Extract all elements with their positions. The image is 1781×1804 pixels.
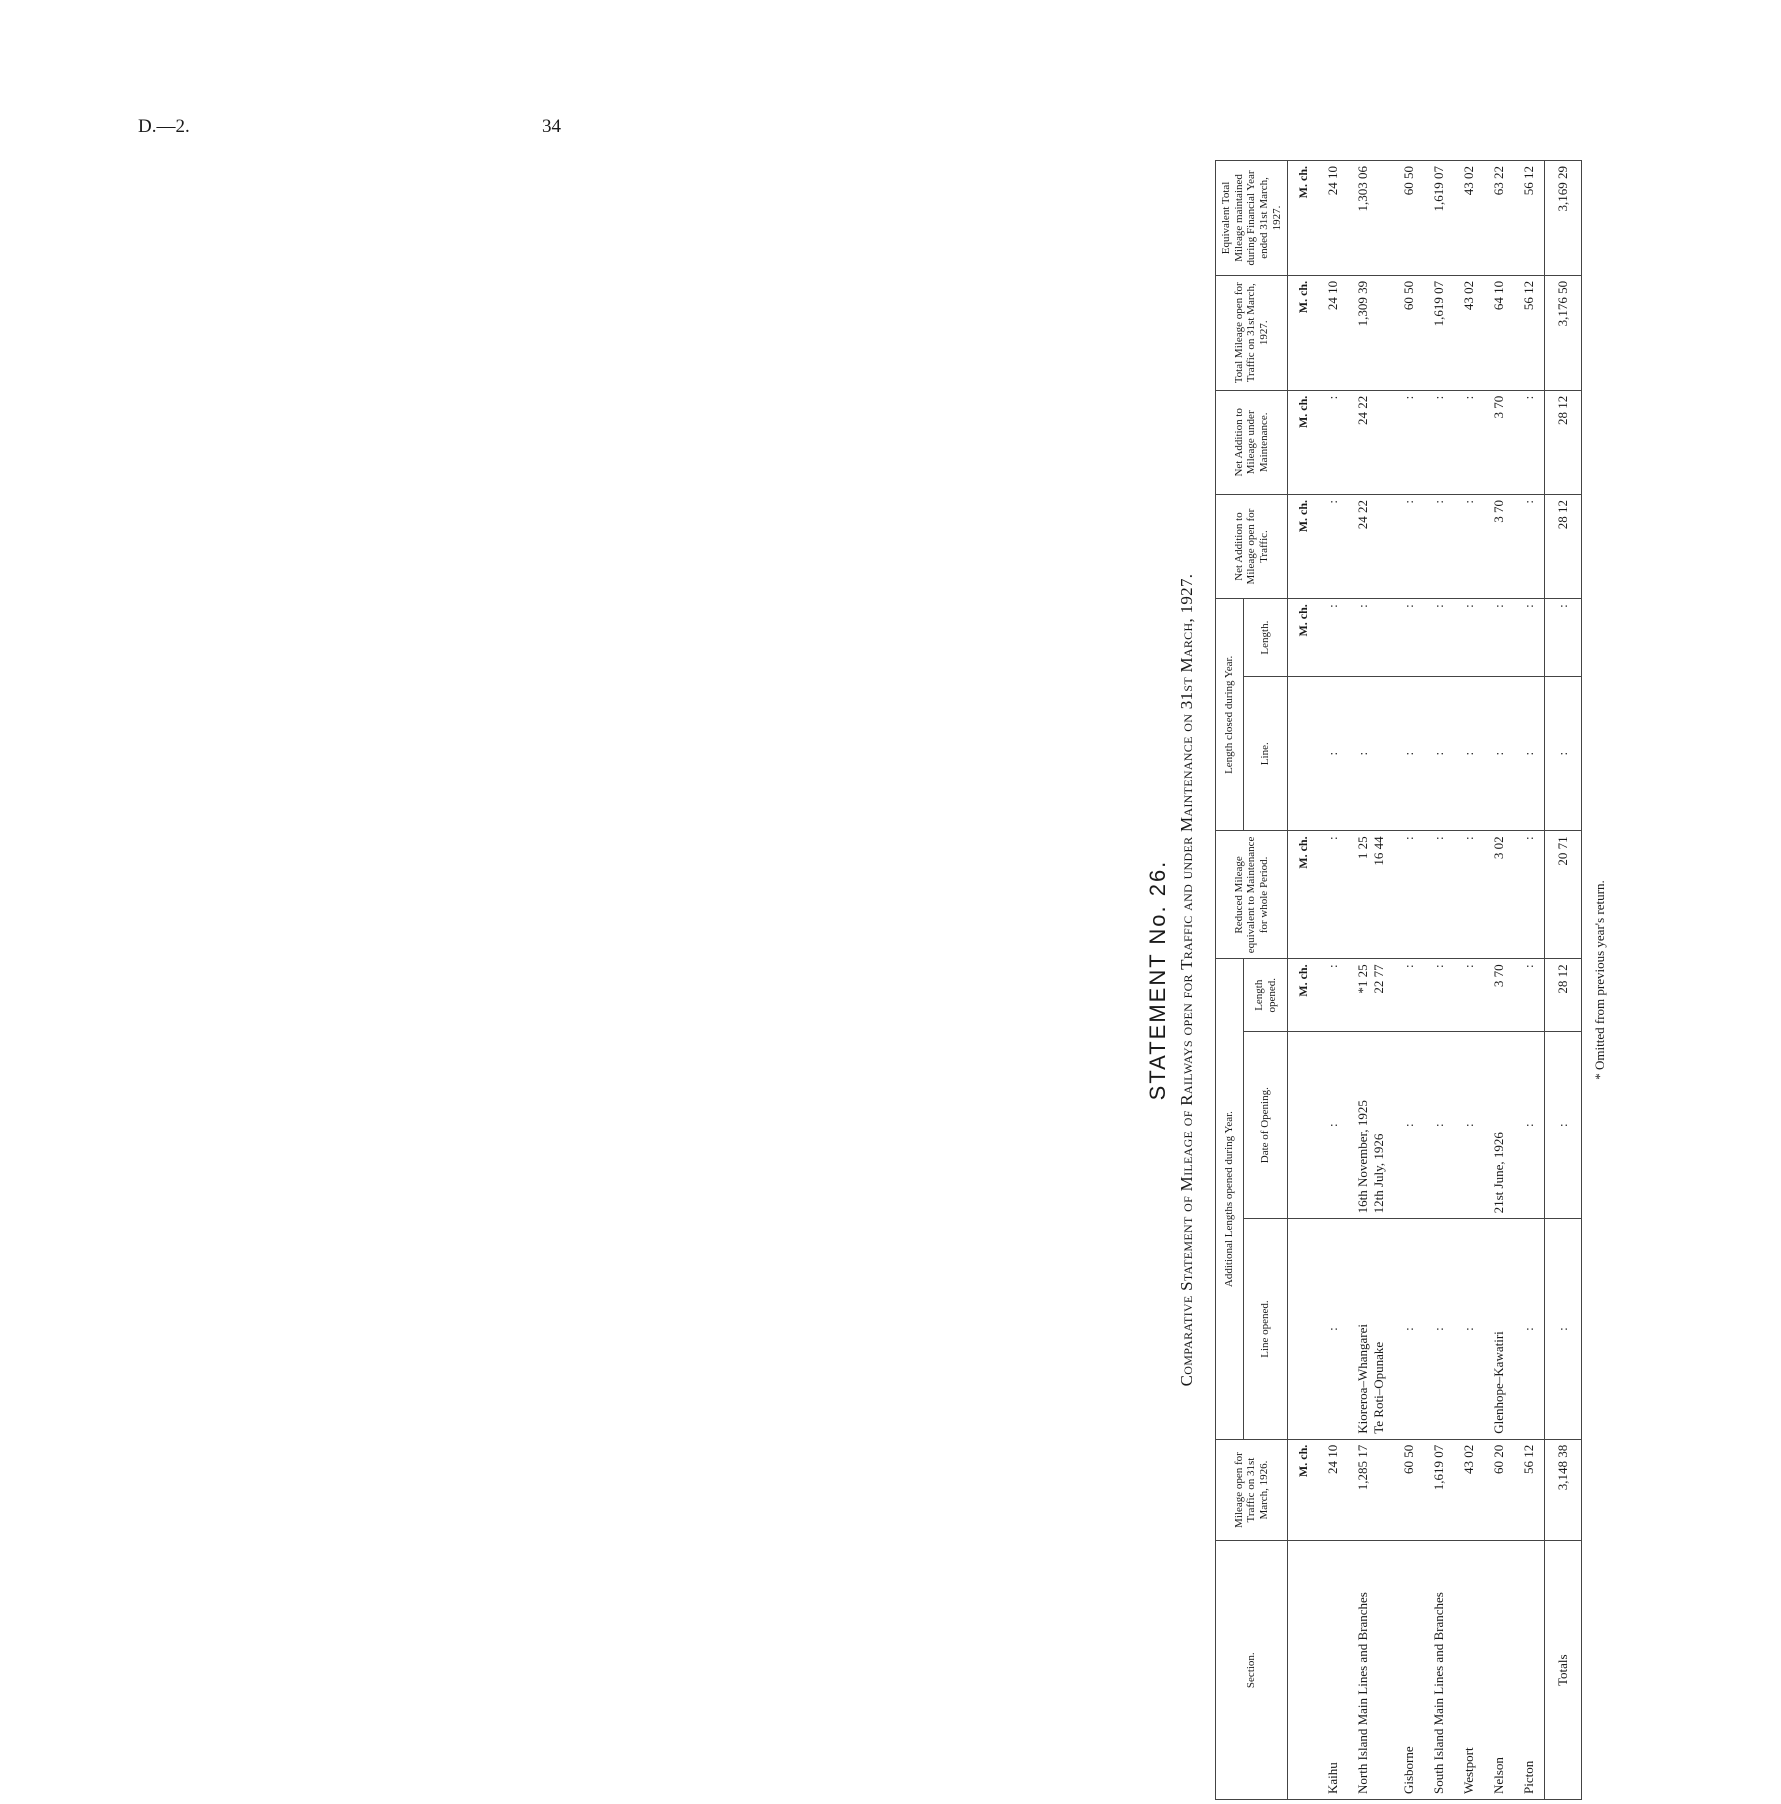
header-total-open: Total Mileage open for Traffic on 31st March, 1927. — [1216, 275, 1288, 390]
row-closed-length: : — [1454, 599, 1484, 677]
row-section: Picton — [1514, 1541, 1545, 1800]
row-length: : — [1514, 959, 1545, 1032]
row-line-opened: : — [1394, 1219, 1424, 1439]
line-opened-2: Te Roti–Opunake — [1371, 1341, 1387, 1434]
row-reduced: 3 02 — [1484, 831, 1514, 959]
row-date — [1348, 1032, 1394, 1219]
row-line-opened: : — [1424, 1219, 1454, 1439]
row-net-maintenance: : — [1424, 390, 1454, 494]
row-section: Gisborne — [1394, 1541, 1424, 1800]
row-net-traffic: : — [1454, 494, 1484, 598]
row-line-opened: : — [1454, 1219, 1484, 1439]
row-reduced: : — [1394, 831, 1424, 959]
row-total-1927: 43 02 — [1454, 275, 1484, 390]
row-closed-line: : — [1348, 677, 1394, 831]
footnote: * Omitted from previous year's return. — [1592, 880, 1608, 1080]
totals-closed-line: : — [1545, 677, 1582, 831]
header-section: Section. — [1216, 1541, 1288, 1800]
page-number: 34 — [542, 116, 561, 137]
totals-mileage-1926: 3,148 38 — [1545, 1439, 1582, 1541]
row-line-opened — [1348, 1219, 1394, 1439]
row-length: : — [1424, 959, 1454, 1032]
row-equivalent: 43 02 — [1454, 161, 1484, 276]
header-net-traffic: Net Addition to Mileage open for Traffic. — [1216, 494, 1288, 598]
row-total-1927: 56 12 — [1514, 275, 1545, 390]
row-length: : — [1454, 959, 1484, 1032]
reduced-2: 16 44 — [1371, 836, 1387, 866]
line-opened-1: Kioreroa–Whangarei — [1355, 1324, 1371, 1434]
row-closed-line: : — [1424, 677, 1454, 831]
totals-label: Totals — [1545, 1541, 1582, 1800]
row-line-opened: Glenhope–Kawatiri — [1484, 1219, 1514, 1439]
totals-total-1927: 3,176 50 — [1545, 275, 1582, 390]
table-row — [1484, 161, 1514, 1800]
row-closed-line: : — [1454, 677, 1484, 831]
header-date-opening: Date of Opening. — [1243, 1032, 1287, 1219]
row-mileage-1926: 60 20 — [1484, 1439, 1514, 1541]
row-net-traffic: : — [1394, 494, 1424, 598]
header-reduced-mileage: Reduced Mileage equivalent to Maintenance for whole Period. — [1216, 831, 1288, 959]
row-total-1927: 60 50 — [1394, 275, 1424, 390]
row-closed-length: : — [1318, 599, 1348, 677]
row-net-maintenance: : — [1514, 390, 1545, 494]
row-section: Nelson — [1484, 1541, 1514, 1800]
totals-row — [1545, 161, 1582, 1800]
unit-label: M. ch. — [1288, 1439, 1319, 1541]
header-length-opened: Length opened. — [1243, 959, 1287, 1032]
header-equivalent: Equivalent Total Mileage maintained during Financial Year ended 31st March, 1927. — [1216, 161, 1288, 276]
row-equivalent: 1,619 07 — [1424, 161, 1454, 276]
row-section: Kaihu — [1318, 1541, 1348, 1800]
header-closed-line: Line. — [1243, 677, 1287, 831]
row-line-opened: : — [1318, 1219, 1348, 1439]
table-row — [1348, 161, 1394, 1800]
row-date: : — [1514, 1032, 1545, 1219]
row-section: Westport — [1454, 1541, 1484, 1800]
table-row — [1454, 161, 1484, 1800]
row-reduced: : — [1514, 831, 1545, 959]
row-net-maintenance: 3 70 — [1484, 390, 1514, 494]
row-net-traffic: : — [1318, 494, 1348, 598]
statement-title: STATEMENT No. 26. — [1145, 859, 1170, 1101]
row-closed-length: : — [1514, 599, 1545, 677]
row-reduced: : — [1318, 831, 1348, 959]
row-total-1927: 24 10 — [1318, 275, 1348, 390]
row-mileage-1926: 24 10 — [1318, 1439, 1348, 1541]
table-row — [1514, 161, 1545, 1800]
row-total-1927: 64 10 — [1484, 275, 1514, 390]
row-date: : — [1318, 1032, 1348, 1219]
length-1: *1 25 — [1355, 964, 1371, 994]
row-date: : — [1394, 1032, 1424, 1219]
row-mileage-1926: 60 50 — [1394, 1439, 1424, 1541]
row-closed-length: : — [1484, 599, 1514, 677]
totals-line-opened: : — [1545, 1219, 1582, 1439]
header-line-opened: Line opened. — [1243, 1219, 1287, 1439]
row-equivalent: 63 22 — [1484, 161, 1514, 276]
row-date: : — [1454, 1032, 1484, 1219]
row-net-traffic: 3 70 — [1484, 494, 1514, 598]
row-closed-line: : — [1484, 677, 1514, 831]
header-net-maintenance: Net Addition to Mileage under Maintenance. — [1216, 390, 1288, 494]
row-reduced — [1348, 831, 1394, 959]
totals-net-traffic: 28 12 — [1545, 494, 1582, 598]
row-mileage-1926: 43 02 — [1454, 1439, 1484, 1541]
totals-equivalent: 3,169 29 — [1545, 161, 1582, 276]
totals-date: : — [1545, 1032, 1582, 1219]
row-equivalent: 56 12 — [1514, 161, 1545, 276]
row-reduced: : — [1454, 831, 1484, 959]
length-2: 22 77 — [1371, 964, 1387, 994]
totals-length: 28 12 — [1545, 959, 1582, 1032]
row-closed-line: : — [1394, 677, 1424, 831]
statement-subtitle: Comparative Statement of Mileage of Railways open for Traffic and under Maintenance on 31st March, 1927. — [1177, 573, 1196, 1387]
row-net-maintenance: : — [1318, 390, 1348, 494]
table-row — [1318, 161, 1348, 1800]
row-length: : — [1394, 959, 1424, 1032]
row-equivalent: 24 10 — [1318, 161, 1348, 276]
row-closed-line: : — [1514, 677, 1545, 831]
header-additional-group: Additional Lengths opened during Year. — [1216, 959, 1244, 1439]
table-row — [1394, 161, 1424, 1800]
row-closed-length: : — [1394, 599, 1424, 677]
date-1: 16th November, 1925 — [1355, 1100, 1371, 1214]
row-line-opened: : — [1514, 1219, 1545, 1439]
row-total-1927: 1,619 07 — [1424, 275, 1454, 390]
row-reduced: : — [1424, 831, 1454, 959]
header-closed-group: Length closed during Year. — [1216, 599, 1244, 831]
unit-label: M. ch. — [1288, 161, 1319, 276]
unit-label: M. ch. — [1288, 390, 1319, 494]
row-closed-length: : — [1424, 599, 1454, 677]
row-date: 21st June, 1926 — [1484, 1032, 1514, 1219]
row-length — [1348, 959, 1394, 1032]
table-row — [1424, 161, 1454, 1800]
unit-label: M. ch. — [1288, 599, 1319, 677]
row-date: : — [1424, 1032, 1454, 1219]
unit-label: M. ch. — [1288, 275, 1319, 390]
row-closed-line: : — [1318, 677, 1348, 831]
totals-closed-length: : — [1545, 599, 1582, 677]
header-closed-length: Length. — [1243, 599, 1287, 677]
totals-reduced: 20 71 — [1545, 831, 1582, 959]
row-net-traffic: : — [1514, 494, 1545, 598]
row-equivalent: 1,303 06 — [1348, 161, 1394, 276]
row-section: South Island Main Lines and Branches — [1424, 1541, 1454, 1800]
row-mileage-1926: 1,619 07 — [1424, 1439, 1454, 1541]
row-section: North Island Main Lines and Branches — [1348, 1541, 1394, 1800]
totals-net-maintenance: 28 12 — [1545, 390, 1582, 494]
row-net-maintenance: 24 22 — [1348, 390, 1394, 494]
date-2: 12th July, 1926 — [1371, 1133, 1387, 1214]
unit-label: M. ch. — [1288, 831, 1319, 959]
row-net-maintenance: : — [1394, 390, 1424, 494]
row-length: 3 70 — [1484, 959, 1514, 1032]
row-net-traffic: 24 22 — [1348, 494, 1394, 598]
row-total-1927: 1,309 39 — [1348, 275, 1394, 390]
row-mileage-1926: 56 12 — [1514, 1439, 1545, 1541]
row-closed-length: : — [1348, 599, 1394, 677]
row-net-maintenance: : — [1454, 390, 1484, 494]
row-length: : — [1318, 959, 1348, 1032]
row-equivalent: 60 50 — [1394, 161, 1424, 276]
rotated-statement — [1141, 160, 1781, 1800]
unit-label: M. ch. — [1288, 959, 1319, 1032]
row-mileage-1926: 1,285 17 — [1348, 1439, 1394, 1541]
reduced-1: 1 25 — [1355, 836, 1371, 860]
document-reference: D.—2. — [138, 116, 190, 137]
header-mileage-open: Mileage open for Traffic on 31st March, 1926. — [1216, 1439, 1288, 1541]
mileage-table — [1215, 160, 1582, 1800]
unit-row — [1288, 161, 1319, 1800]
unit-label: M. ch. — [1288, 494, 1319, 598]
row-net-traffic: : — [1424, 494, 1454, 598]
